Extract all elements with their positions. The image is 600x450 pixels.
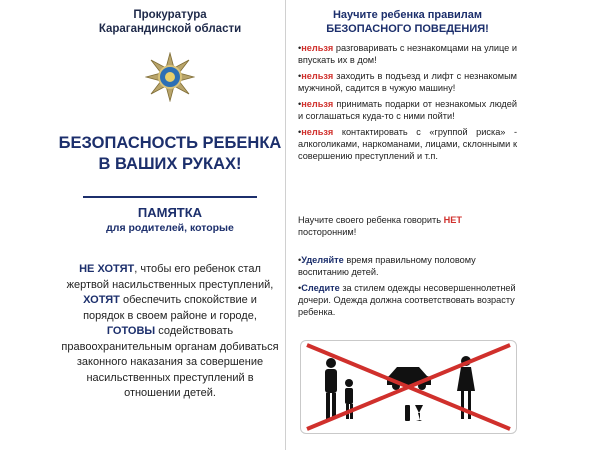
divider xyxy=(83,196,257,198)
left-column xyxy=(55,0,286,450)
memo-paragraph-2: ХОТЯТ обеспечить спокойствие и порядок в своем районе и городе, xyxy=(83,294,257,322)
leaflet xyxy=(55,0,525,450)
prohibition-illustration xyxy=(300,340,517,434)
organization-name: Прокуратура Карагандинской области xyxy=(98,9,242,35)
memo-subtitle: для родителей, которые xyxy=(106,222,234,234)
rule-item: •нельзя контактировать с «группой риска» - алкоголиками, наркоманами, лицами, склонными к совершению преступлений и т.п. xyxy=(298,127,517,161)
memo-title: ПАМЯТКА xyxy=(137,205,203,220)
prohibition-graphic xyxy=(301,341,516,433)
prosecutor-emblem-icon xyxy=(145,52,195,102)
memo-body xyxy=(61,262,279,402)
main-headline: БЕЗОПАСНОСТЬ РЕБЕНКА В ВАШИХ РУКАХ! xyxy=(58,134,282,173)
tip-education: •Уделяйте время правильному половому воспитанию детей. xyxy=(298,255,476,277)
rule-item: •нельзя принимать подарки от незнакомых людей и соглашаться куда-то с ними пойти! xyxy=(298,99,517,121)
rule-item: •нельзя заходить в подъезд и лифт с незнакомым мужчиной, садится в чужую машину! xyxy=(298,71,517,93)
rules-title: Научите ребенка правилам БЕЗОПАСНОГО ПОВЕДЕНИЯ! xyxy=(326,9,489,35)
memo-paragraph-3: ГОТОВЫ содействовать правоохранительным органам добиваться законного наказания за совершение насильственных преступлений в отношении детей. xyxy=(61,325,279,399)
memo-paragraph-1: НЕ ХОТЯТ, чтобы его ребенок стал жертвой насильственных преступлений, xyxy=(66,263,274,291)
teach-no-paragraph: Научите своего ребенка говорить НЕТ посторонним! xyxy=(298,215,462,237)
rules-list xyxy=(298,42,517,166)
rule-item: •нельзя разговаривать с незнакомцами на улице и впускать их в дом! xyxy=(298,43,517,65)
tip-clothing: •Следите за стилем одежды несовершеннолетней дочери. Одежда должна соответствовать возрасту ребенка. xyxy=(298,283,516,317)
right-column xyxy=(290,0,525,450)
